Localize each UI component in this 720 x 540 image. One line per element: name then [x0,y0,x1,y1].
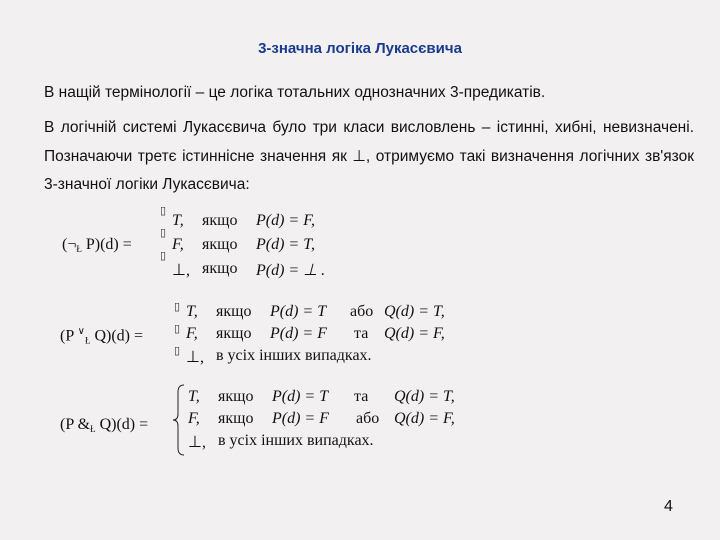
disjunction-brace-icon: ▯ ▯ ▯ [174,301,181,357]
disjunction-lhs: (P ∨$_Ł$ Q)(d) = [60,326,144,346]
conjunction-brace-icon [172,384,186,456]
conjunction-lhs: (P $\&_Ł$ Q)(d) = [60,416,149,434]
negation-lhs: ($\neg_Ł$ P)(d) = [62,236,132,254]
page-number: 4 [664,498,673,515]
negation-brace-icon: ▯ ▯ ▯ [160,205,167,262]
definition-paragraph: В логічній системі Лукасєвича було три класи висловлень – істинні, хибні, невизначені. Позначаючи третє істиннісне значення як ⊥, отримуємо такі визначення логічних зв'язок 3-значної логіки Лукасєвича: [44,119,694,193]
slide-title: 3-значна логіка Лукасєвича [258,40,462,57]
intro-paragraph: В нащій термінології – це логіка тотальних однозначних 3-предикатів. [44,84,546,101]
